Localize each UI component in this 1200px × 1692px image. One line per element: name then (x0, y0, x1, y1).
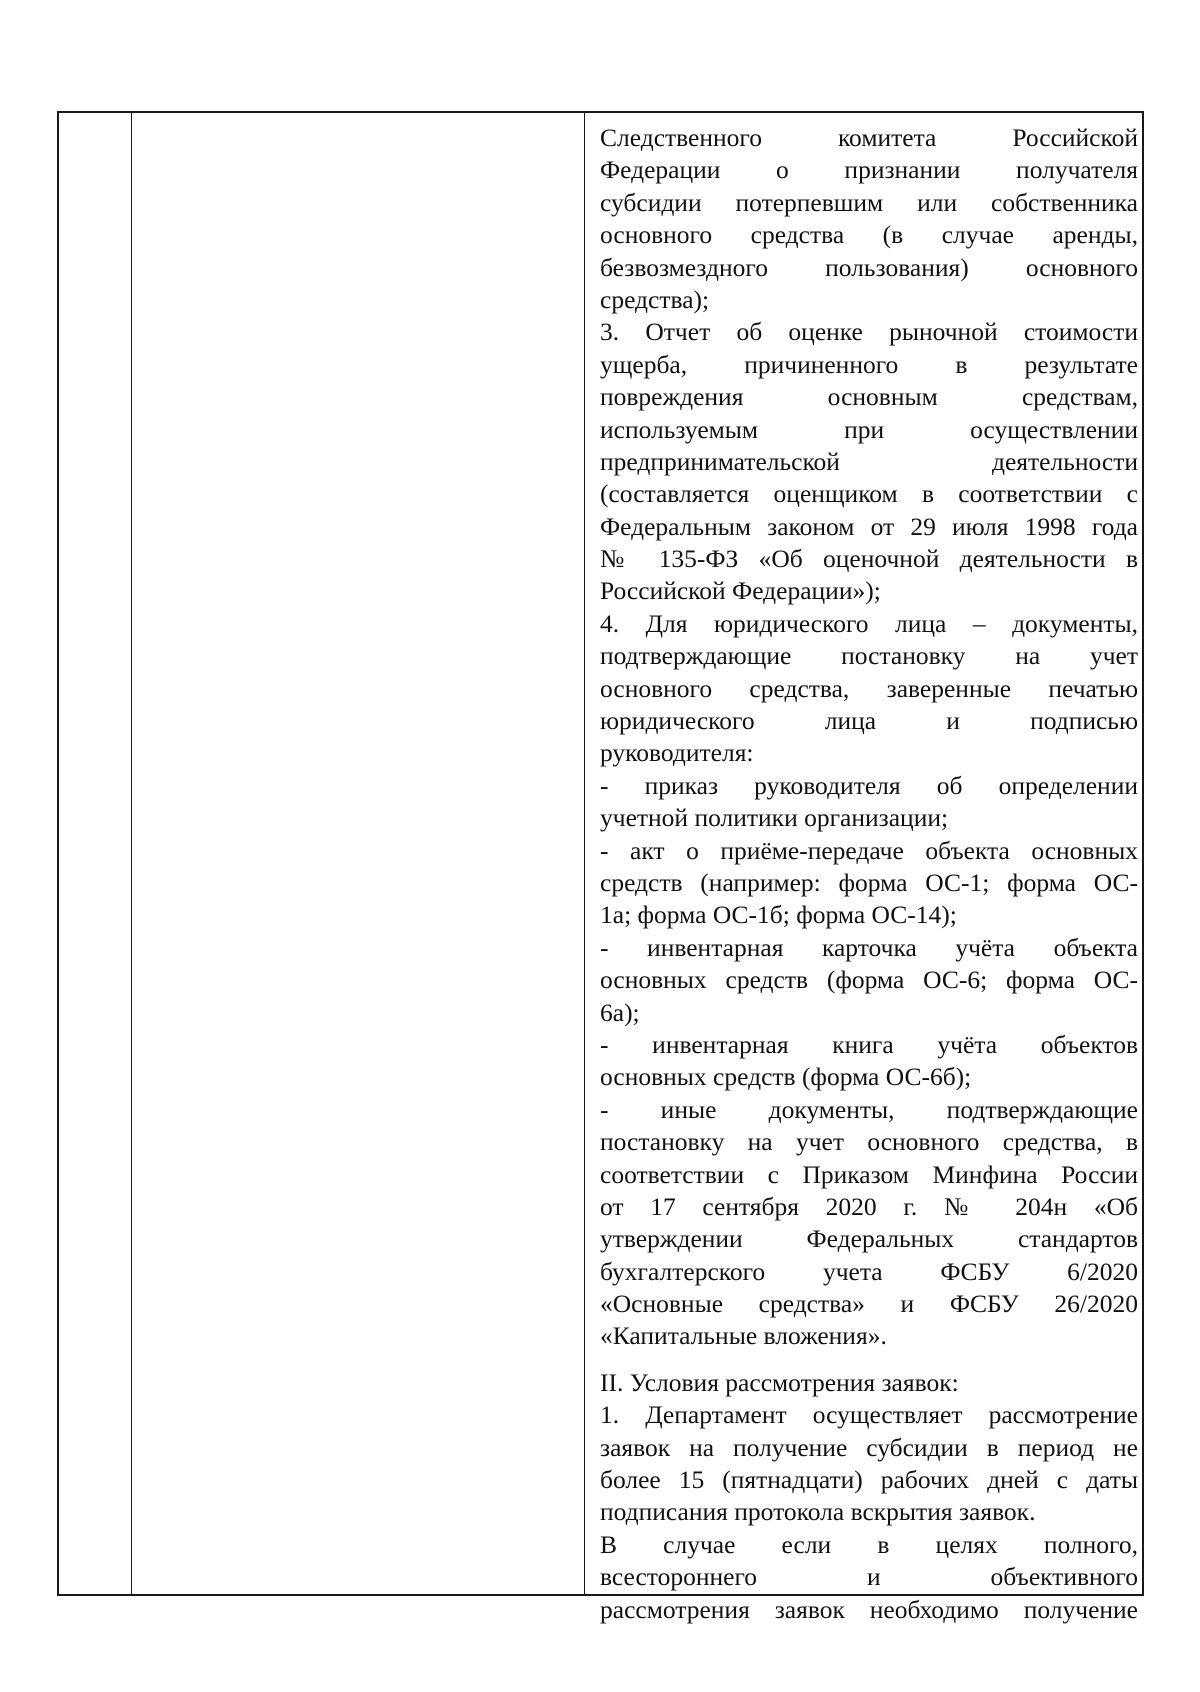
text-line: ущерба, причиненного в результате (600, 349, 1138, 379)
text-line: «Капитальные вложения». (600, 1321, 887, 1351)
text-line: основных средств (форма ОС-6б); (600, 1062, 972, 1092)
text-line: «Основные средства» и ФСБУ 26/2020 (600, 1289, 1138, 1319)
text-line: заявок на получение субсидии в период не (600, 1432, 1138, 1462)
text-line: 4. Для юридического лица – документы, (600, 608, 1138, 638)
text-line: всестороннего и объективного (600, 1562, 1138, 1592)
column-divider-2 (584, 113, 585, 1594)
text-line: повреждения основным средствам, (600, 382, 1138, 412)
text-line: (составляется оценщиком в соответствии с (600, 479, 1138, 509)
text-line: 6а); (600, 997, 640, 1027)
text-line: № 135-ФЗ «Об оценочной деятельности в (600, 544, 1138, 574)
text-line: основного средства, заверенные печатью (600, 673, 1138, 703)
text-line: основного средства (в случае аренды, (600, 220, 1138, 250)
text-line: соответствии с Приказом Минфина России (600, 1159, 1138, 1189)
text-line: - акт о приёме-передаче объекта основных (600, 835, 1138, 865)
text-line: постановку на учет основного средства, в (600, 1127, 1138, 1157)
documents-list-block (600, 122, 1138, 1353)
text-line: 1а; форма ОС-1б; форма ОС-14); (600, 900, 957, 930)
text-line: средств (например: форма ОС-1; форма ОС- (600, 867, 1138, 897)
section-gap (600, 1353, 1138, 1367)
column-divider-1 (131, 113, 132, 1594)
text-line: от 17 сентября 2020 г. № 204н «Об (600, 1191, 1138, 1221)
text-line: более 15 (пятнадцати) рабочих дней с даты (600, 1465, 1138, 1495)
text-line: Российской Федерации»); (600, 576, 881, 606)
text-line: средства); (600, 284, 710, 314)
text-line: предпринимательской деятельности (600, 446, 1138, 476)
text-line: Следственного комитета Российской (600, 123, 1138, 152)
text-line: 1. Департамент осуществляет рассмотрение (600, 1400, 1138, 1430)
text-line: юридического лица и подписью (600, 706, 1138, 736)
text-line: Федерации о признании получателя (600, 155, 1138, 185)
text-line: руководителя: (600, 738, 754, 768)
text-line: 3. Отчет об оценке рыночной стоимости (600, 317, 1138, 347)
text-line: - приказ руководителя об определении (600, 770, 1138, 800)
text-line: рассмотрения заявок необходимо получение (600, 1594, 1138, 1624)
text-line: бухгалтерского учета ФСБУ 6/2020 (600, 1256, 1138, 1286)
text-line: подтверждающие постановку на учет (600, 641, 1138, 671)
text-line: II. Условия рассмотрения заявок: (600, 1367, 959, 1397)
table-cell-text (600, 122, 1138, 1626)
text-line: безвозмездного пользования) основного (600, 252, 1138, 282)
text-line: утверждении Федеральных стандартов (600, 1224, 1138, 1254)
text-line: учетной политики организации; (600, 803, 949, 833)
text-line: основных средств (форма ОС-6; форма ОС- (600, 965, 1138, 995)
text-line: В случае если в целях полного, (600, 1529, 1138, 1559)
text-line: подписания протокола вскрытия заявок. (600, 1497, 1036, 1527)
review-conditions-block (600, 1367, 1138, 1626)
text-line: - иные документы, подтверждающие (600, 1094, 1138, 1124)
text-line: - инвентарная книга учёта объектов (600, 1029, 1138, 1059)
text-line: субсидии потерпевшим или собственника (600, 187, 1138, 217)
text-line: Федеральным законом от 29 июля 1998 года (600, 511, 1138, 541)
text-line: - инвентарная карточка учёта объекта (600, 932, 1138, 962)
text-line: используемым при осуществлении (600, 414, 1138, 444)
